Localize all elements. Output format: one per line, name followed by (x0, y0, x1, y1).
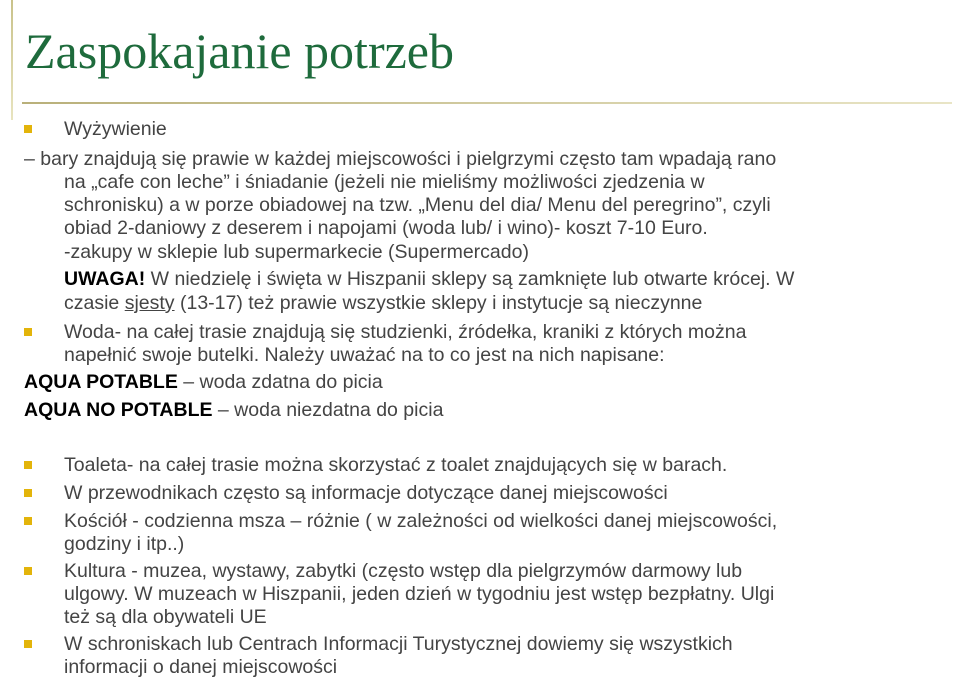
food-heading: Wyżywienie (64, 118, 167, 140)
title-divider (22, 102, 952, 104)
guides-line: W przewodnikach często są informacje dotyczące danej miejscowości (64, 482, 668, 504)
food-bars-line-4: obiad 2-daniowy z deserem i napojami (woda lub/ i wino)- koszt 7-10 Euro. (64, 217, 708, 239)
hostels-line-2: informacji o danej miejscowości (64, 656, 338, 678)
warning-text-1: W niedzielę i święta w Hiszpanii sklepy są zamknięte lub otwarte krócej. W (145, 268, 795, 290)
aqua-potable-desc: – woda zdatna do picia (177, 371, 383, 393)
aqua-no-potable-desc: – woda niezdatna do picia (212, 399, 444, 421)
warning-line-2 (64, 291, 702, 315)
aqua-no-potable-term: AQUA NO POTABLE (24, 399, 213, 421)
bullet-square-icon (24, 517, 32, 525)
bullet-square-icon (24, 567, 32, 575)
warning-text-2a: czasie (64, 292, 125, 314)
food-shops-line: -zakupy w sklepie lub supermarkecie (Supermercado) (64, 241, 529, 263)
bullet-square-icon (24, 640, 32, 648)
culture-line-1: Kultura - muzea, wystawy, zabytki (często wstęp dla pielgrzymów darmowy lub (64, 560, 743, 582)
siesta-term: sjesty (124, 292, 175, 314)
water-line-2 (64, 343, 665, 367)
aqua-potable-term: AQUA POTABLE (24, 371, 178, 393)
church-line-1: Kościół - codzienna msza – różnie ( w zależności od wielkości danej miejscowości, (64, 510, 778, 532)
accent-line (11, 0, 13, 120)
culture-line-2: ulgowy. W muzeach w Hiszpanii, jeden dzień w tygodniu jest wstęp bezpłatny. Ulgi (64, 583, 775, 605)
slide-title: Zaspokajanie potrzeb (25, 23, 454, 79)
bullet-square-icon (24, 461, 32, 469)
warning-line-1 (64, 267, 794, 291)
bullet-square-icon (24, 489, 32, 497)
water-text-2a: napełnić swoje butelki. (64, 344, 260, 366)
bullet-square-icon (24, 328, 32, 336)
warning-label: UWAGA! (64, 268, 146, 290)
church-line-2: godziny i itp..) (64, 533, 185, 555)
food-bars-line-2: na „cafe con leche” i śniadanie (jeżeli nie mieliśmy możliwości zjedzenia w (64, 171, 705, 193)
toilet-line: Toaleta- na całej trasie można skorzystać z toalet znajdujących się w barach. (64, 454, 728, 476)
bullet-square-icon (24, 125, 32, 133)
aqua-potable-line (24, 370, 383, 394)
culture-line-3: też są dla obywateli UE (64, 606, 267, 628)
food-bars-line-3: schronisku) a w porze obiadowej na tzw. „Menu del dia/ Menu del peregrino”, czyli (64, 194, 771, 216)
water-line-1: Woda- na całej trasie znajdują się studzienki, źródełka, kraniki z których można (64, 321, 747, 343)
water-text-2b: Należy uważać na to co jest na nich napisane: (259, 344, 665, 366)
warning-text-2b: (13-17) też prawie wszystkie sklepy i instytucje są nieczynne (174, 292, 703, 314)
food-bars-line-1: – bary znajdują się prawie w każdej miejscowości i pielgrzymi często tam wpadają rano (24, 148, 777, 170)
aqua-no-potable-line (24, 398, 443, 422)
hostels-line-1: W schroniskach lub Centrach Informacji Turystycznej dowiemy się wszystkich (64, 633, 733, 655)
